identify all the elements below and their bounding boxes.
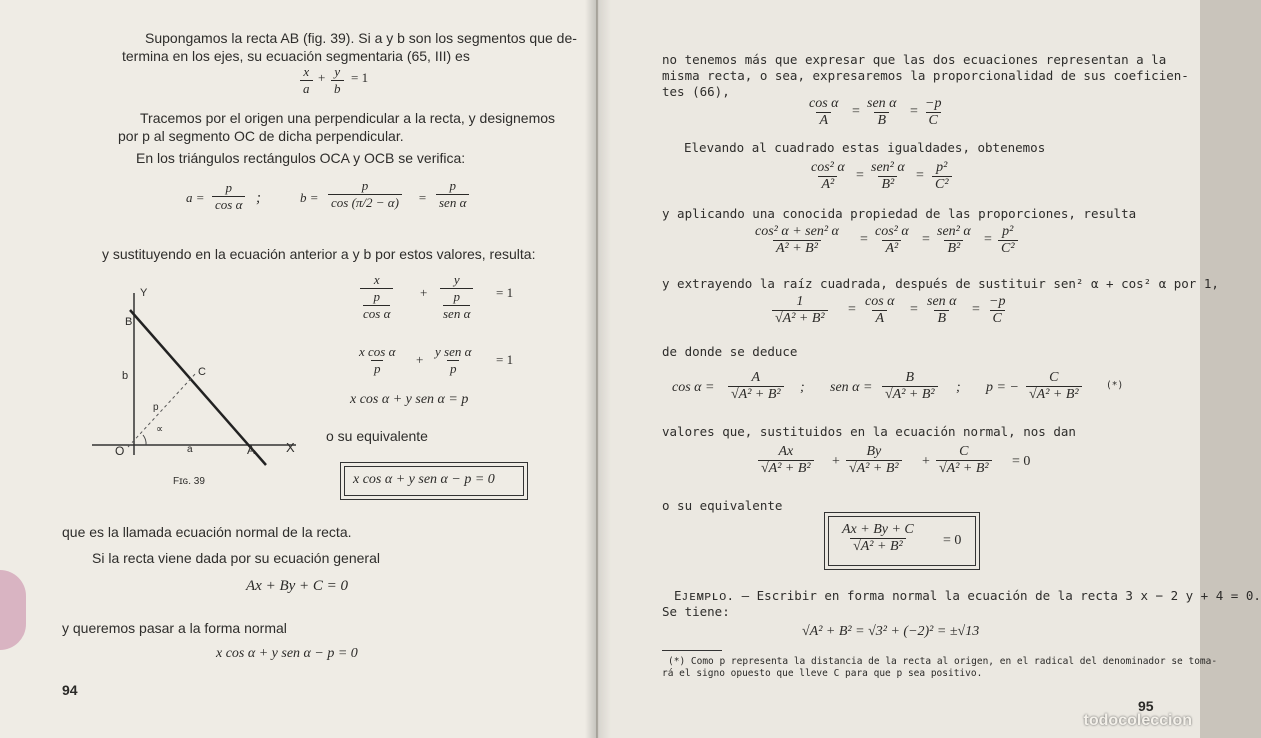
- thumb-shadow: [0, 570, 26, 650]
- eqC-frac-4: $\frac{\text{p²}}{\text{C²}}$: [998, 224, 1018, 257]
- eqC-frac-2: $\frac{\text{cos² α}}{\text{A²}}$: [875, 224, 909, 256]
- intro-line-2: termina en los ejes, su ecuación segmentaria (65, III) es: [122, 48, 470, 64]
- eqD-eq-3: =: [972, 302, 980, 317]
- eqE-frac-3: $\frac{C}{\text{√A² + B²}}$: [1026, 370, 1082, 403]
- eqE-sep-2: ;: [956, 380, 961, 395]
- r-equiv: o su equivalente: [662, 498, 783, 513]
- eqB-eq-1: =: [856, 168, 864, 183]
- eq5: x cos α + y sen α = p: [350, 392, 469, 407]
- fig-caption: Fɪɢ. 39: [173, 476, 205, 487]
- para2-line-2: por p al segmento OC de dicha perpendicular.: [118, 128, 404, 144]
- fig-label-a: a: [187, 444, 193, 455]
- eqB-frac-1: $\frac{\text{cos² α}}{\text{A²}}$: [811, 160, 845, 192]
- eqB-frac-3: $\frac{\text{p²}}{\text{C²}}$: [932, 160, 952, 193]
- footnote-mark: (*): [1106, 380, 1124, 391]
- intro-line-1: Supongamos la recta AB (fig. 39). Si a y b son los segmentos que de-: [145, 30, 577, 46]
- eqF-plus-1: +: [832, 454, 840, 469]
- eq1-rest: = 1: [351, 70, 369, 85]
- fig-label-y: Y: [140, 287, 148, 299]
- eq-b-eq: =: [418, 190, 427, 205]
- eq7: Ax + By + C = 0: [246, 578, 349, 594]
- fig-label-p: p: [153, 402, 159, 413]
- r-intro-line-2: misma recta, o sea, expresaremos la proporcionalidad de sus coeficien-: [662, 68, 1189, 83]
- eqB-eq-2: =: [916, 168, 924, 183]
- eqG-rest: = 0: [943, 533, 962, 548]
- r-para5: de donde se deduce: [662, 344, 798, 359]
- eqA-frac-3: $\frac{-p}{C}$: [925, 96, 942, 128]
- eqD-frac-2: $\frac{\text{cos α}}{A}$: [865, 294, 895, 326]
- fig-label-x: X: [286, 440, 295, 455]
- r-intro-line-3: tes (66),: [662, 84, 730, 99]
- eqE-lhs-2: sen α =: [830, 380, 873, 395]
- eq-a-frac: $\frac{p}{\text{cos α}}$: [212, 180, 245, 213]
- fig-label-alpha: ∝: [156, 424, 164, 435]
- page-number-right: 95: [1138, 698, 1154, 714]
- eqF-plus-2: +: [922, 454, 930, 469]
- eqH: √A² + B² = √3² + (−2)² = ±√13: [802, 624, 980, 639]
- eqA-eq-2: =: [910, 104, 918, 119]
- eqF-frac-3: $\frac{C}{\text{√A² + B²}}$: [936, 444, 992, 477]
- eq-a-lhs: a =: [186, 190, 205, 205]
- eq3-rest: = 1: [496, 285, 514, 300]
- eq1-frac-y: $\frac{y}{b}$: [331, 64, 344, 97]
- fig-label-a-point: A: [247, 443, 256, 457]
- fig-label-b-point: B: [125, 316, 133, 328]
- eqC-frac-1: cos² α + sen² α A² + B²: [755, 224, 839, 256]
- eq4-plus: +: [416, 352, 424, 367]
- page-number-left: 94: [62, 682, 78, 698]
- r-para3: y aplicando una conocida propiedad de las proporciones, resulta: [662, 206, 1137, 221]
- eq3-frac-y: y p sen α: [440, 272, 473, 322]
- footnote-rule: [662, 650, 722, 651]
- r-para2: Elevando al cuadrado estas igualdades, obtenemos: [684, 140, 1046, 155]
- eq4-frac-2: y sen α p: [435, 344, 472, 376]
- r-para6: valores que, sustituidos en la ecuación normal, nos dan: [662, 424, 1076, 439]
- eqE-lhs-3: p = −: [986, 380, 1019, 395]
- r-para4: y extrayendo la raíz cuadrada, después de sustituir sen² α + cos² α por 1,: [662, 276, 1219, 291]
- r-intro-line-1: no tenemos más que expresar que las dos ecuaciones representan a la: [662, 52, 1167, 67]
- eq-a-sep: ;: [256, 190, 261, 206]
- right-page: [598, 0, 1261, 738]
- fig-label-b: b: [122, 370, 129, 382]
- eq4-rest: = 1: [496, 352, 514, 367]
- angle-arc: [143, 435, 146, 445]
- para2-line-1: Tracemos por el origen una perpendicular a la recta, y designemos: [140, 110, 556, 126]
- book-gutter: [585, 0, 611, 738]
- eqE-frac-2: $\frac{B}{\text{√A² + B²}}$: [882, 370, 938, 403]
- eqF-frac-2: $\frac{By}{\text{√A² + B²}}$: [846, 444, 902, 477]
- eqA-frac-2: sen α B: [867, 96, 897, 128]
- eq8: x cos α + y sen α − p = 0: [216, 646, 358, 661]
- eqB-frac-2: sen² α B²: [871, 160, 905, 192]
- eqA-eq-1: =: [852, 104, 860, 119]
- watermark: todocoleccion: [1083, 712, 1192, 729]
- footnote-line-2: rá el signo opuesto que lleve C para que p sea positivo.: [662, 668, 983, 679]
- eq-b-lhs: b =: [300, 190, 319, 205]
- eqC-frac-3: sen² α B²: [937, 224, 971, 256]
- segment-oc: [128, 373, 196, 447]
- eq3-plus: +: [420, 285, 428, 300]
- eqC-eq-3: =: [984, 232, 992, 247]
- left-page: [0, 0, 596, 738]
- eq6: x cos α + y sen α − p = 0: [353, 472, 495, 487]
- example-line-1: Eᴊᴇᴍᴘʟᴏ. — Escribir en forma normal la ecuación de la recta 3 x − 2 y + 4 = 0.: [674, 588, 1261, 603]
- eqD-frac-1: $\frac{1}{\text{√A² + B²}}$: [772, 294, 828, 327]
- eqE-lhs-1: cos α =: [672, 380, 715, 395]
- eq1-frac-x: $\frac{x}{a}$: [300, 64, 313, 97]
- fig-label-o: O: [115, 444, 125, 458]
- boxed-eq6: [344, 466, 524, 496]
- eqF-rest: = 0: [1012, 454, 1031, 469]
- eq4-frac-1: $\frac{\text{x cos α}}{p}$: [359, 344, 396, 376]
- eqF-frac-1: $\frac{Ax}{\text{√A² + B²}}$: [758, 444, 814, 477]
- eqD-eq-1: =: [848, 302, 856, 317]
- footnote-line-1: (*) Como p representa la distancia de la recta al origen, en el radical del denominador se toma-: [668, 656, 1218, 667]
- line-ab: [130, 310, 266, 465]
- para4: y sustituyendo en la ecuación anterior a y b por estos valores, resulta:: [102, 246, 536, 262]
- para3: En los triángulos rectángulos OCA y OCB se verifica:: [136, 150, 466, 166]
- eq-b-frac2: p sen α: [436, 178, 469, 211]
- eqA-frac-1: $\frac{\text{cos α}}{A}$: [809, 96, 839, 128]
- example-line-2: Se tiene:: [662, 604, 730, 619]
- eq1-plus: +: [318, 70, 326, 85]
- eqG-frac: $\frac{Ax + By + C}{\text{√A² + B²}}$: [842, 522, 914, 554]
- eq3-frac-x: x p cos α: [360, 272, 393, 322]
- eqC-eq-2: =: [922, 232, 930, 247]
- equiv-text: o su equivalente: [326, 428, 428, 444]
- para5: que es la llamada ecuación normal de la recta.: [62, 524, 352, 540]
- boxed-eqG: [828, 516, 976, 566]
- eq-b-frac: $\frac{p}{\cos (\pi/2 - \alpha)}$: [328, 178, 402, 211]
- eqE-frac-1: $\frac{A}{\text{√A² + B²}}$: [728, 370, 784, 403]
- para6: Si la recta viene dada por su ecuación general: [92, 550, 380, 566]
- fig-label-c: C: [198, 366, 206, 378]
- eqE-sep-1: ;: [800, 380, 805, 395]
- eqD-frac-4: $\frac{-p}{C}$: [989, 294, 1006, 326]
- eqC-eq-1: =: [860, 232, 868, 247]
- eqD-eq-2: =: [910, 302, 918, 317]
- para7: y queremos pasar a la forma normal: [62, 620, 287, 636]
- eqD-frac-3: sen α B: [927, 294, 957, 326]
